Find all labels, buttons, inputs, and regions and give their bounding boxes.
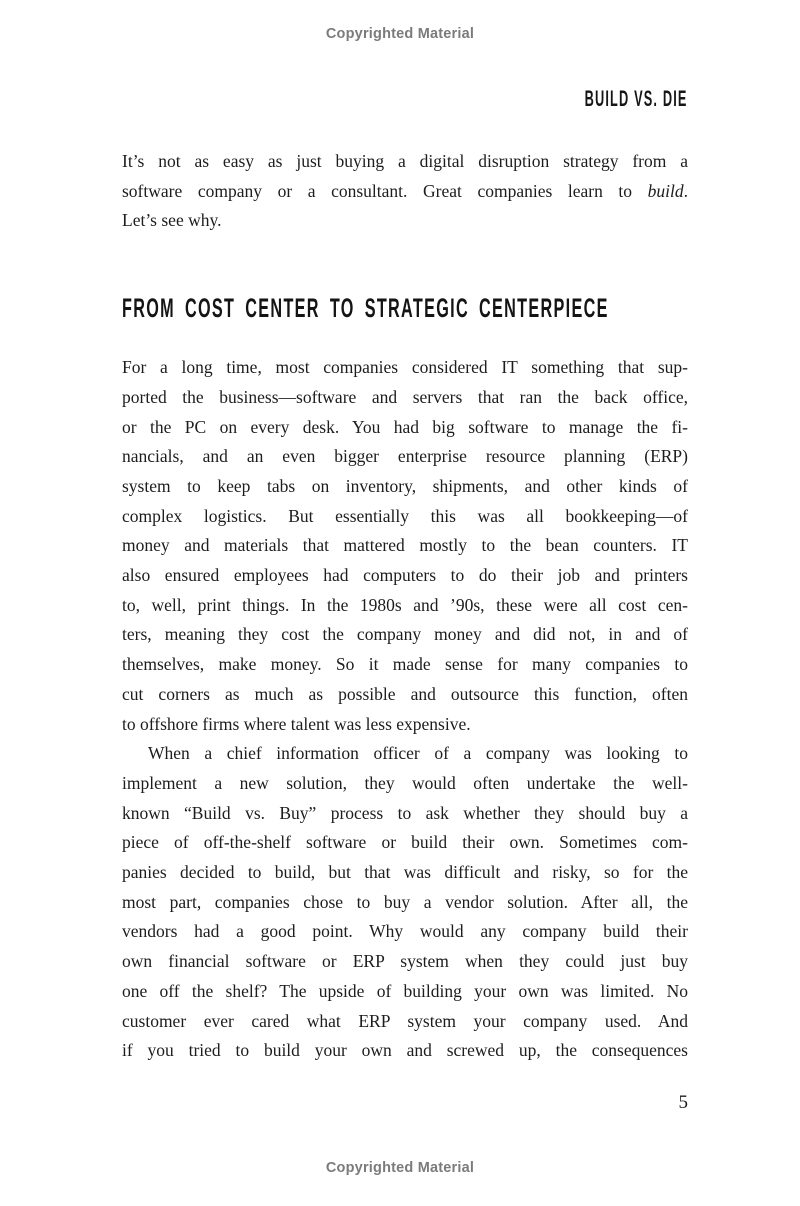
- text-line: themselves, make money. So it made sense for many companies to: [122, 654, 688, 675]
- text-line: money and materials that mattered mostly to the bean counters. IT: [122, 535, 688, 556]
- text-line: also ensured employees had computers to do their job and printers: [122, 565, 688, 586]
- text-line: ported the business—software and servers that ran the back office,: [122, 386, 688, 407]
- section-heading-label: FROM COST CENTER TO STRATEGIC CENTERPIECE: [122, 293, 609, 324]
- text-line: When a chief information officer of a company was looking to: [148, 743, 688, 764]
- running-head-label: BUILD VS. DIE: [585, 86, 688, 111]
- text-line: most part, companies chose to buy a vendor solution. After all, the: [122, 891, 688, 912]
- text-line: own financial software or ERP system when they could just buy: [122, 951, 688, 972]
- text-column: [122, 147, 688, 1066]
- text-line: panies decided to build, but that was difficult and risky, so for the: [122, 862, 688, 883]
- body-paragraph: [122, 353, 688, 739]
- text-line: or the PC on every desk. You had big software to manage the fi-: [122, 416, 688, 437]
- running-head: [510, 86, 688, 112]
- text-line: nancials, and an even bigger enterprise resource planning (ERP): [122, 446, 688, 467]
- text-line: customer ever cared what ERP system your company used. And: [122, 1010, 688, 1031]
- text-line: system to keep tabs on inventory, shipments, and other kinds of: [122, 475, 688, 496]
- copyright-notice-bottom: Copyrighted Material: [325, 1160, 475, 1176]
- text-line: to offshore firms where talent was less expensive.: [122, 713, 471, 734]
- text-line: piece of off-the-shelf software or build their own. Sometimes com-: [122, 832, 688, 853]
- text-line: For a long time, most companies considered IT something that sup-: [122, 357, 688, 378]
- body-paragraph: [122, 739, 688, 1066]
- text-line: vendors had a good point. Why would any company build their: [122, 921, 688, 942]
- text-line: one off the shelf? The upside of building your own was limited. No: [122, 980, 688, 1001]
- page-number: 5: [678, 1092, 688, 1113]
- text-line: known “Build vs. Buy” process to ask whether they should buy a: [122, 802, 688, 823]
- text-line: to, well, print things. In the 1980s and ’90s, these were all cost cen-: [122, 594, 688, 615]
- text-line: ters, meaning they cost the company money and did not, in and of: [122, 624, 688, 645]
- text-line: software company or a consultant. Great companies learn to build.: [122, 180, 688, 201]
- text-line: if you tried to build your own and screwed up, the consequences: [122, 1040, 688, 1061]
- section-heading: [122, 294, 688, 322]
- copyright-notice-top: Copyrighted Material: [325, 26, 475, 42]
- text-line: It’s not as easy as just buying a digital disruption strategy from a: [122, 151, 688, 171]
- text-line: implement a new solution, they would often undertake the well-: [122, 772, 688, 793]
- text-line: cut corners as much as possible and outsource this function, often: [122, 683, 688, 704]
- intro-paragraph: [122, 147, 688, 236]
- text-line: Let’s see why.: [122, 210, 222, 231]
- text-line: complex logistics. But essentially this was all bookkeeping—of: [122, 505, 688, 526]
